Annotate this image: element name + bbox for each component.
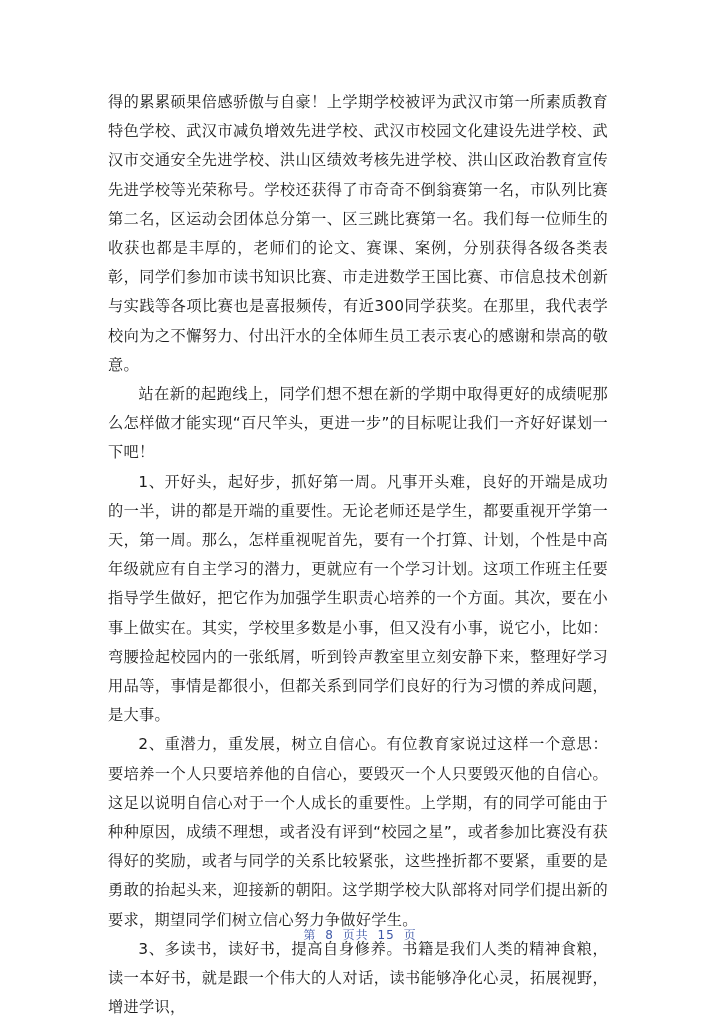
paragraph-5: 3、多读书，读好书，提高自身修养。书籍是我们人类的精神食粮，读一本好书，就是跟一个伟大的人对话，读书能够净化心灵，拓展视野，增进学识， [108,939,608,1017]
document-body [108,88,608,1023]
paragraph-1: 得的累累硕果倍感骄傲与自豪！上学期学校被评为武汉市第一所素质教育特色学校、武汉市减负增效先进学校、武汉市校园文化建设先进学校、武汉市交通安全先进学校、洪山区绩效考核先进学校、洪山区政治教育宣传先进学校等光荣称号。学校还获得了市奇奇不倒翁赛第一名，市队列比赛第二名，区运动会团体总分第一、区三跳比赛第一名。我们每一位师生的收获也都是丰厚的，老师们的论文、赛课、案例，分别获得各级各类表彰，同学们参加市读书知识比赛、市走进数学王国比赛、市信息技术创新与实践等各项比赛也是喜报频传，有近300同学获奖。在那里，我代表学校向为之不懈努力、付出汗水的全体师生员工表示衷心的感谢和崇高的敬意。 [108,93,608,374]
footer-middle: 页共 [342,928,369,942]
footer-prefix: 第 [303,928,317,942]
page-footer [0,926,720,943]
paragraph-4: 2、重潜力，重发展，树立自信心。有位教育家说过这样一个意思：要培养一个人只要培养他的自信心，要毁灭一个人只要毁灭他的自信心。这足以说明自信心对于一个人成长的重要性。上学期，有的同学可能由于种种原因，成绩不理想，或者没有评到“校园之星”，或者参加比赛没有获得好的奖励，或者与同学的关系比较紧张，这些挫折都不要紧，重要的是勇敢的抬起头来，迎接新的朝阳。这学期学校大队部将对同学们提出新的要求，期望同学们树立信心努力争做好学生。 [108,735,608,929]
footer-suffix: 页 [403,928,417,942]
paragraph-3: 1、开好头，起好步，抓好第一周。凡事开头难，良好的开端是成功的一半，讲的都是开端的重要性。无论老师还是学生，都要重视开学第一天，第一周。那么，怎样重视呢首先，要有一个打算、计划，个性是中高年级就应有自主学习的潜力，更就应有一个学习计划。这项工作班主任要指导学生做好，把它作为加强学生职责心培养的一个方面。其次，要在小事上做实在。其实，学校里多数是小事，但又没有小事，说它小，比如：弯腰捡起校园内的一张纸屑，听到铃声教室里立刻安静下来，整理好学习用品等，事情是都很小，但都关系到同学们良好的行为习惯的养成问题，是大事。 [108,472,608,725]
paragraph-2: 站在新的起跑线上，同学们想不想在新的学期中取得更好的成绩呢那么怎样做才能实现“百尺竿头，更进一步”的目标呢让我们一齐好好谋划一下吧！ [108,385,608,462]
footer-current-page: 8 [325,928,334,942]
footer-total-pages: 15 [377,928,395,942]
